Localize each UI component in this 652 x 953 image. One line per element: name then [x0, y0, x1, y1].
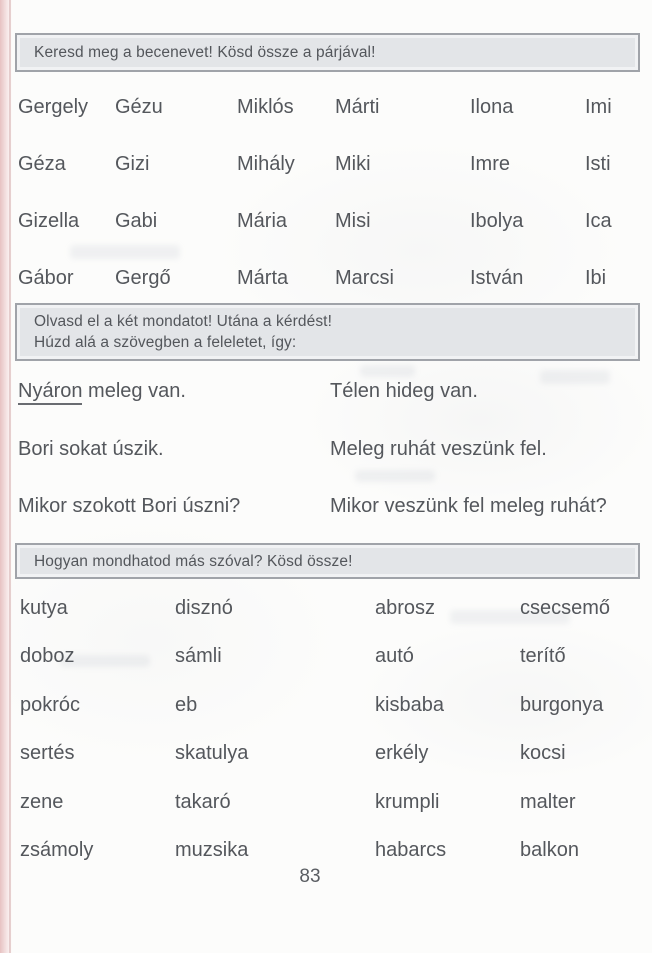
- name-cell: Gergely: [18, 96, 89, 118]
- name-cell: Márti: [335, 96, 380, 118]
- name-cell: Miki: [335, 153, 371, 175]
- question-sentence: Mikor veszünk fel meleg ruhát?: [330, 495, 607, 518]
- word-cell: kocsi: [520, 742, 566, 765]
- word-cell: kisbaba: [375, 693, 444, 716]
- word-cell: muzsika: [175, 839, 249, 862]
- exercise3-instruction-box: [15, 543, 640, 579]
- name-cell: Imre: [470, 153, 510, 175]
- word-cell: zsámoly: [20, 839, 94, 862]
- word-cell: burgonya: [520, 693, 604, 716]
- name-cell: Gizi: [115, 153, 150, 175]
- word-cell: skatulya: [175, 742, 249, 765]
- exercise2-sentence-grid: [0, 363, 652, 536]
- exercise1-instruction: Keresd meg a becenevet! Kösd össze a párjával!: [34, 44, 376, 61]
- exercise2-instruction-line2: Húzd alá a szövegben a feleletet, így:: [34, 334, 297, 351]
- exercise2-instruction-box: [15, 303, 640, 361]
- word-cell: doboz: [20, 645, 75, 668]
- name-cell: Márta: [237, 267, 289, 289]
- name-cell: Isti: [585, 153, 611, 175]
- name-cell: Marcsi: [335, 267, 394, 289]
- name-cell: Géza: [18, 153, 66, 175]
- name-cell: Mária: [237, 210, 288, 232]
- page-number: 83: [299, 866, 321, 887]
- name-cell: Ibi: [585, 267, 607, 289]
- word-cell: abrosz: [375, 596, 436, 619]
- word-cell: krumpli: [375, 790, 440, 813]
- name-cell: Miklós: [237, 96, 294, 118]
- name-cell: Imi: [585, 96, 612, 118]
- word-cell: balkon: [520, 839, 579, 862]
- question-sentence: Mikor szokott Bori úszni?: [18, 495, 241, 518]
- word-cell: malter: [520, 790, 576, 813]
- sentence: Bori sokat úszik.: [18, 437, 164, 460]
- word-cell: sámli: [175, 645, 222, 668]
- name-cell: Ilona: [470, 96, 514, 118]
- exercise1-instruction-box: [15, 33, 640, 72]
- word-cell: terítő: [520, 645, 566, 668]
- word-cell: csecsemő: [520, 596, 611, 619]
- word-cell: kutya: [20, 596, 68, 619]
- underlined-answer-word: Nyáron: [18, 380, 82, 405]
- exercise3-word-grid: [0, 584, 652, 875]
- name-cell: Ibolya: [470, 210, 524, 232]
- word-cell: zene: [20, 790, 64, 813]
- sentence-with-underline: [18, 380, 330, 403]
- name-cell: Gabi: [115, 210, 158, 232]
- word-cell: sertés: [20, 742, 75, 765]
- name-cell: Ica: [585, 210, 612, 232]
- name-cell: Mihály: [237, 153, 295, 175]
- exercise3-instruction: Hogyan mondhatod más szóval? Kösd össze!: [34, 552, 353, 570]
- name-cell: Gergő: [115, 267, 171, 289]
- word-cell: disznó: [175, 596, 233, 619]
- name-cell: István: [470, 267, 524, 289]
- name-cell: Gábor: [18, 267, 74, 289]
- sentence-rest: meleg van.: [82, 380, 186, 403]
- exercise2-instruction-line1: Olvasd el a két mondatot! Utána a kérdést!: [34, 313, 332, 330]
- word-cell: eb: [175, 693, 198, 716]
- word-cell: takaró: [175, 790, 231, 813]
- word-cell: erkély: [375, 742, 429, 765]
- name-cell: Gézu: [115, 96, 163, 118]
- name-cell: Gizella: [18, 210, 80, 232]
- word-cell: habarcs: [375, 839, 447, 862]
- word-cell: autó: [375, 645, 414, 668]
- name-cell: Misi: [335, 210, 371, 232]
- word-cell: pokróc: [20, 693, 81, 716]
- exercise1-name-grid: [0, 79, 652, 307]
- sentence: Télen hideg van.: [330, 380, 478, 403]
- sentence: Meleg ruhát veszünk fel.: [330, 437, 547, 460]
